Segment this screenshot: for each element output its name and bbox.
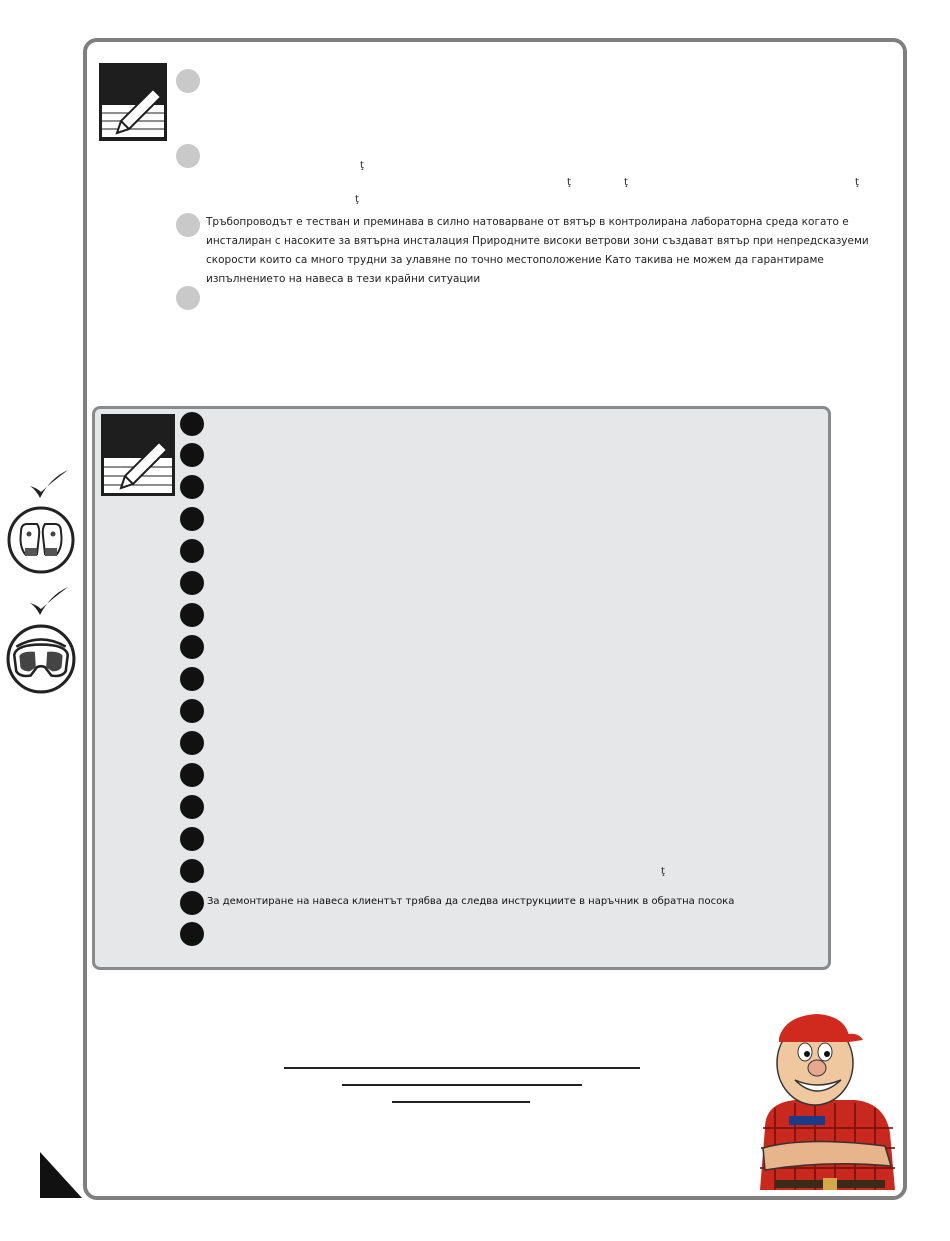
dismantle-instruction: За демонтиране на навеса клиентът трябва да следва инструкциите в наръчник в обратна посока <box>207 896 735 907</box>
glyph-mark: ţ <box>360 160 364 171</box>
glyph-mark: ţ <box>567 177 571 188</box>
step-bullet <box>180 763 204 787</box>
note-bullet-4 <box>176 286 200 310</box>
divider-line <box>392 1101 530 1103</box>
wind-note-paragraph: Тръбопроводът е тестван и преминава в силно натоварване от вятър в контролирана лабораторна среда когато е инсталиран с насоките за вятърна инсталация Природните високи ветрови зони създават вятър при непредсказуеми скорости които са много трудни за улавяне по точно местоположение Като такива не можем да гарантираме изпълнението на навеса в тези крайни ситуации <box>206 216 869 285</box>
checkmark-icon <box>28 468 70 502</box>
step-bullet <box>180 859 204 883</box>
note-bullet-1 <box>176 69 200 93</box>
handyman-mascot-image <box>745 1008 903 1198</box>
step-bullet <box>180 507 204 531</box>
step-bullet <box>180 539 204 563</box>
note-bullet-2 <box>176 144 200 168</box>
note-pencil-icon <box>99 63 167 141</box>
step-bullet <box>180 635 204 659</box>
note-pencil-icon <box>101 414 175 496</box>
glyph-mark: ţ <box>355 194 359 205</box>
step-bullet <box>180 827 204 851</box>
step-bullet <box>180 699 204 723</box>
step-bullet <box>180 603 204 627</box>
gloves-icon <box>7 506 75 574</box>
glyph-mark: ţ <box>661 866 665 877</box>
step-bullet <box>180 731 204 755</box>
checkmark-icon <box>28 585 70 619</box>
glyph-mark: ţ <box>855 177 859 188</box>
goggles-icon <box>6 624 76 694</box>
page-corner-marker <box>40 1152 82 1198</box>
divider-line <box>342 1084 582 1086</box>
step-bullet <box>180 443 204 467</box>
step-bullet <box>180 891 204 915</box>
note-bullet-3 <box>176 213 200 237</box>
step-bullet <box>180 412 204 436</box>
step-bullet <box>180 795 204 819</box>
divider-line <box>284 1067 640 1069</box>
step-bullet <box>180 475 204 499</box>
step-bullet <box>180 571 204 595</box>
step-bullet <box>180 922 204 946</box>
step-bullet <box>180 667 204 691</box>
glyph-mark: ţ <box>624 177 628 188</box>
